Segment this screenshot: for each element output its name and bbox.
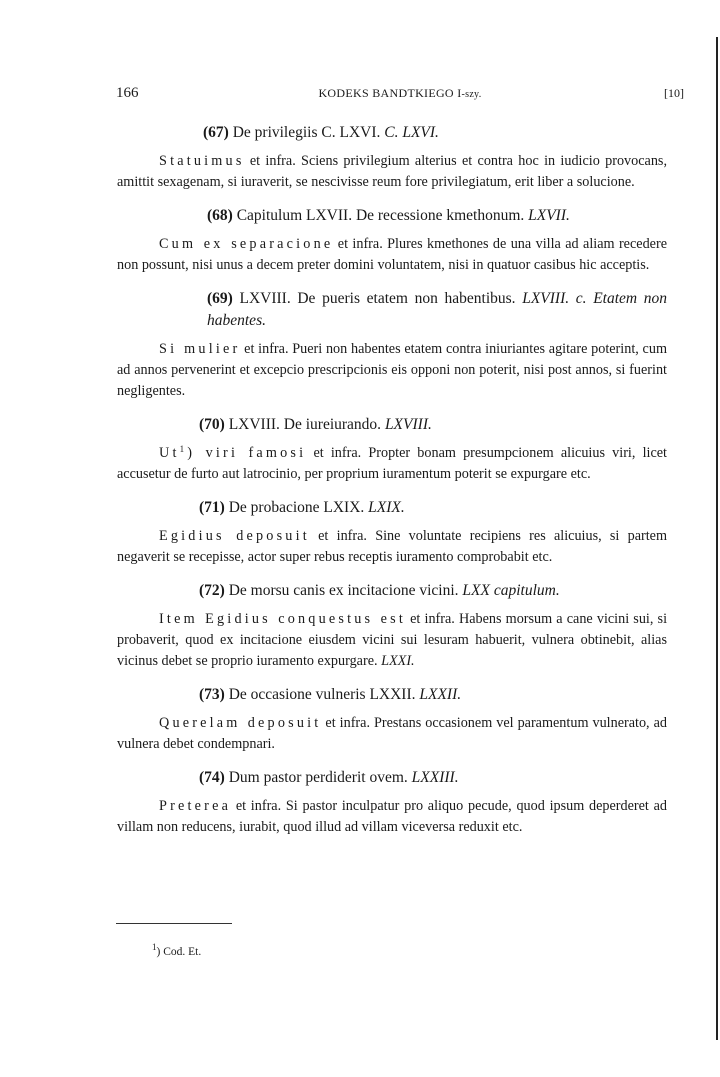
section-heading [117,288,667,332]
section-heading [117,580,667,602]
section-body [117,443,667,485]
incipit: Preterea [159,798,232,814]
section-number: (70) [199,416,225,433]
heading-text: LXVIII. De pueris etatem non habentibus. [232,290,523,307]
heading-text: De occasione vulneris LXXII. [224,686,420,703]
incipit: Item Egidius conquestus est [159,611,406,627]
footnote-marker: 1 [179,444,188,454]
incipit: Cum ex separacione [159,236,334,252]
body-italic-end: LXXI. [381,653,415,669]
footnote-text: ) Cod. Et. [156,946,202,958]
section-heading [117,684,667,706]
section-number: (73) [199,686,225,703]
section-body [117,339,667,402]
section-number: (74) [199,769,225,786]
heading-italic: LXIX. [368,499,405,516]
incipit: Statuimus [159,153,245,169]
section-74 [117,767,667,838]
section-ref: [10] [664,86,684,100]
incipit-rest: ) viri famosi [187,445,307,461]
heading-text: De probacione LXIX. [224,499,369,516]
page-number: 166 [116,85,139,101]
heading-italic: LXVIII. c. Etatem non habentes. [207,290,668,329]
section-number: (71) [199,499,225,516]
heading-italic: LXX capitulum. [462,582,560,599]
section-number: (68) [207,207,233,224]
section-72 [117,580,667,672]
section-body [117,609,667,672]
section-71 [117,497,667,568]
heading-text: Capitulum LXVII. De recessione kmethonum. [232,207,529,224]
body-text: et infra. Sine voluntate recipiens res alicuius, si partem negaverit se recepisse, actor super rebus receptis iuramento comprobabit etc. [117,528,667,565]
body-text: et infra. Prestans occasionem vel paramentum vulnerato, ad vulnera debet condempnari. [117,715,667,752]
section-68 [117,205,667,276]
heading-text: LXVIII. De iureiurando. [224,416,385,433]
section-70 [117,414,667,485]
section-body [117,234,667,276]
main-text [117,122,667,850]
footnote [152,942,202,958]
running-title [116,86,684,101]
section-body [117,713,667,755]
section-body [117,796,667,838]
incipit [159,445,306,461]
heading-italic: LXXIII. [411,769,459,786]
running-title-suffix: -szy. [461,89,482,100]
running-title-main: KODEKS BANDTKIEGO I [318,86,462,100]
heading-text: Dum pastor perdiderit ovem. [224,769,412,786]
heading-text: De privilegiis C. LXVI. [228,124,385,141]
heading-italic: LXXII. [419,686,462,703]
section-heading [117,122,667,144]
section-body [117,526,667,568]
body-text: et infra. Propter bonam presumpcionem alicuius viri, licet accusetur de furto aut latrocinio, per proprium iuramentum poterit se expurgare etc. [117,445,667,482]
heading-italic: C. LXVI. [384,124,439,141]
section-heading [117,497,667,519]
footnote-rule [116,923,232,924]
heading-italic: LXVIII. [384,416,432,433]
incipit: Si mulier [159,341,241,357]
page-edge-line [716,37,718,1040]
footnote-mark: 1 [152,942,157,952]
section-69 [117,288,667,402]
section-body [117,151,667,193]
body-text: et infra. Plures kmethones de una villa ad aliam recedere non possunt, nisi unus a decem preter domini voluntatem, nisi in quatuor casibus hic acceptis. [117,236,667,273]
incipit-start: Ut [159,445,180,461]
incipit: Egidius deposuit [159,528,310,544]
section-heading [117,414,667,436]
body-text: et infra. Sciens privilegium alterius et contra hoc in iudicio provocans, amittit sexagenam, si iuraverit, se nescivisse reum fore privilegiatum, erit liber a solucione. [117,153,667,190]
running-head [116,85,684,105]
body-text: et infra. Pueri non habentes etatem contra iniuriantes agitare poterint, cum ad annos pervenerint et excepcio prescripcionis eis opponi non poterit, nisi post annos, si fuerint negligentes. [117,341,667,399]
section-number: (72) [199,582,225,599]
section-number: (67) [203,124,229,141]
incipit: Querelam deposuit [159,715,322,731]
section-67 [117,122,667,193]
body-text: et infra. Si pastor inculpatur pro aliquo pecude, quod ipsum deperderet ad villam non reducens, iurabit, quod illud ad villam viceversa reduxit etc. [117,798,667,835]
section-heading [117,767,667,789]
heading-italic: LXVII. [528,207,570,224]
section-heading [117,205,667,227]
section-73 [117,684,667,755]
section-number: (69) [207,290,233,307]
body-text: et infra. Habens morsum a cane vicini sui, si probaverit, quod ex incitacione eiusdem vicini sui lesuram habuerit, vulnera obtinebit, alias vicinus debet se proprio iuramento expurgare. [117,611,668,669]
heading-text: De morsu canis ex incitacione vicini. [224,582,463,599]
